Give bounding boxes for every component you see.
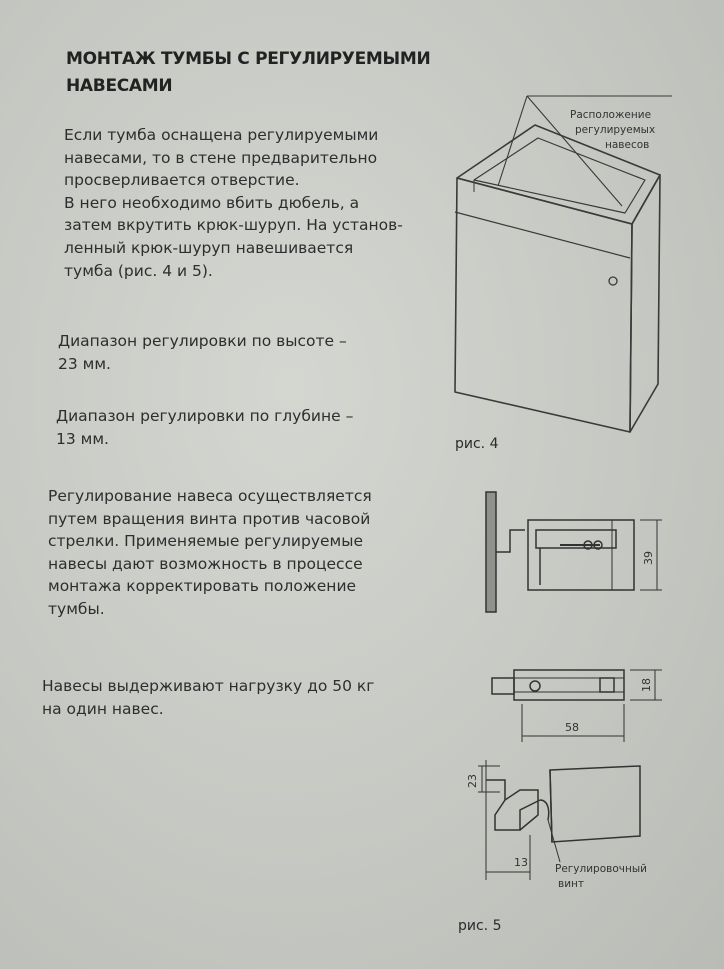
dim-23: 23 xyxy=(466,774,479,788)
title-line-2: НАВЕСАМИ xyxy=(66,76,173,96)
text-line: тумба (рис. 4 и 5). xyxy=(64,261,213,280)
section-title xyxy=(66,46,436,100)
paragraph-load-capacity xyxy=(42,675,422,720)
dim-18: 18 xyxy=(640,678,653,692)
text-line: В него необходимо вбить дюбель, а xyxy=(64,193,360,212)
paragraph-mounting-instructions xyxy=(64,124,424,282)
text-line: тумбы. xyxy=(48,599,105,618)
callout-line-3: навесов xyxy=(605,139,650,151)
text-line: навесы дают возможность в процессе xyxy=(48,554,363,573)
text-line: ленный крюк-шуруп навешивается xyxy=(64,238,354,257)
figure-4-caption: рис. 4 xyxy=(455,436,499,452)
text-line: монтажа корректировать положение xyxy=(48,577,357,596)
text-line: просверливается отверстие. xyxy=(64,171,300,190)
text-line: затем вкрутить крюк-шуруп. На установ- xyxy=(64,216,403,235)
dim-13: 13 xyxy=(514,856,528,869)
text-line: Диапазон регулировки по высоте – xyxy=(58,332,347,350)
dim-58: 58 xyxy=(565,721,579,734)
dim-39: 39 xyxy=(642,551,655,565)
text-line: на один навес. xyxy=(42,699,164,718)
text-line: путем вращения винта против часовой xyxy=(48,509,371,528)
paragraph-height-range xyxy=(58,330,426,375)
paragraph-adjustment xyxy=(48,485,420,621)
callout-line-2: регулируемых xyxy=(575,124,656,136)
text-line: 23 мм. xyxy=(58,354,111,373)
text-line: 13 мм. xyxy=(56,429,109,448)
screw-label-line-2: винт xyxy=(558,878,584,890)
screw-label-line-1: Регулировочный xyxy=(555,863,647,875)
text-line: Регулирование навеса осуществляется xyxy=(48,487,372,505)
text-line: навесами, то в стене предварительно xyxy=(64,148,378,167)
text-line: Диапазон регулировки по глубине – xyxy=(56,407,354,425)
text-line: Если тумба оснащена регулируемыми xyxy=(64,126,379,144)
callout-line-1: Расположение xyxy=(570,109,652,121)
text-line: стрелки. Применяемые регулируемые xyxy=(48,532,363,551)
figure-5-caption: рис. 5 xyxy=(458,918,502,934)
text-line: Навесы выдерживают нагрузку до 50 кг xyxy=(42,677,375,695)
paragraph-depth-range xyxy=(56,405,424,450)
title-line-1: МОНТАЖ ТУМБЫ С РЕГУЛИРУЕМЫМИ xyxy=(66,49,431,69)
